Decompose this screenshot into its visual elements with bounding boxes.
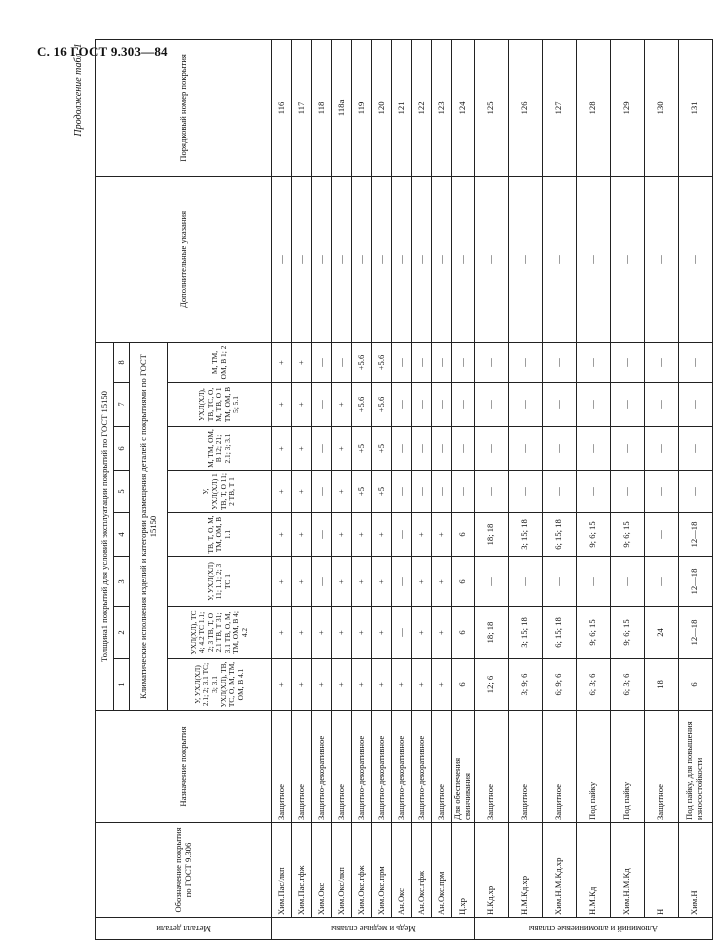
thickness-cell: — bbox=[432, 383, 452, 427]
thickness-cell: + bbox=[272, 513, 292, 557]
thickness-cell: — bbox=[392, 471, 412, 513]
thickness-cell: 12—18 bbox=[678, 607, 712, 659]
table-row bbox=[392, 39, 412, 939]
notes-cell: — bbox=[678, 177, 712, 343]
notes-cell: — bbox=[392, 177, 412, 343]
purpose-cell: Защитно-декоративное bbox=[392, 711, 412, 823]
thickness-cell: — bbox=[474, 471, 508, 513]
thickness-cell: + bbox=[392, 659, 412, 711]
thickness-cell: + bbox=[432, 513, 452, 557]
row-number-cell: 124 bbox=[452, 39, 475, 176]
thickness-cell: — bbox=[508, 427, 542, 471]
notes-cell: — bbox=[508, 177, 542, 343]
col-number-3: 3 bbox=[114, 557, 130, 607]
thickness-cell: +5.6 bbox=[372, 343, 392, 383]
thickness-cell: — bbox=[576, 471, 610, 513]
purpose-cell: Под пайку bbox=[610, 711, 644, 823]
thickness-cell: + bbox=[412, 513, 432, 557]
designation-cell: Хим.Пас.гфж bbox=[292, 823, 312, 918]
table-row bbox=[474, 39, 508, 939]
table-row bbox=[372, 39, 392, 939]
thickness-cell: — bbox=[474, 343, 508, 383]
thickness-cell: — bbox=[452, 383, 475, 427]
thickness-cell: +5 bbox=[352, 427, 372, 471]
thickness-cell: — bbox=[610, 427, 644, 471]
thickness-cell: — bbox=[412, 471, 432, 513]
col-header-designation: Обозначение покрытия по ГОСТ 9.306 bbox=[96, 823, 272, 918]
row-number-cell: 119 bbox=[352, 39, 372, 176]
thickness-cell: — bbox=[576, 383, 610, 427]
thickness-cell: — bbox=[452, 471, 475, 513]
thickness-cell: + bbox=[372, 607, 392, 659]
thickness-cell: +5.6 bbox=[372, 383, 392, 427]
row-number-cell: 125 bbox=[474, 39, 508, 176]
row-number-cell: 118 bbox=[312, 39, 332, 176]
notes-cell: — bbox=[576, 177, 610, 343]
designation-cell: Ан.Окс bbox=[392, 823, 412, 918]
thickness-cell: 6; 3; 6 bbox=[576, 659, 610, 711]
thickness-cell: + bbox=[292, 427, 312, 471]
purpose-cell: Под пайку, для повышения износостойкости bbox=[678, 711, 712, 823]
table-row bbox=[352, 39, 372, 939]
purpose-cell: Защитно-декоративное bbox=[352, 711, 372, 823]
thickness-cell: + bbox=[292, 557, 312, 607]
notes-cell: — bbox=[352, 177, 372, 343]
thickness-cell: + bbox=[432, 607, 452, 659]
thickness-cell: — bbox=[392, 607, 412, 659]
table-row bbox=[332, 39, 352, 939]
purpose-cell: Защитно-декоративное bbox=[312, 711, 332, 823]
thickness-cell: — bbox=[474, 383, 508, 427]
table-row bbox=[312, 39, 332, 939]
col-desc-2: УХЛ(ХЛ), ТС 4; 4.2 ТС 1.1; 2; 3 ТВ, Т, О 2.1 ТВ, Т 31; 3.1 ТВ, О, М, ТМ, ОМ, В 4; 4.2 bbox=[168, 607, 272, 659]
thickness-cell: + bbox=[352, 659, 372, 711]
designation-cell: Н.Кд.хр bbox=[474, 823, 508, 918]
thickness-cell: + bbox=[332, 471, 352, 513]
thickness-cell: — bbox=[542, 343, 576, 383]
thickness-cell: 6 bbox=[678, 659, 712, 711]
purpose-cell: Защитно-декоративное bbox=[372, 711, 392, 823]
thickness-cell: 12—18 bbox=[678, 513, 712, 557]
purpose-cell: Для обеспечения свинчивания bbox=[452, 711, 475, 823]
thickness-cell: 24 bbox=[644, 607, 678, 659]
thickness-cell: — bbox=[312, 471, 332, 513]
purpose-cell: Под пайку bbox=[576, 711, 610, 823]
designation-cell: Хим.Окс.прм bbox=[372, 823, 392, 918]
thickness-cell: + bbox=[352, 557, 372, 607]
thickness-cell: — bbox=[644, 471, 678, 513]
thickness-cell: + bbox=[352, 607, 372, 659]
thickness-cell: — bbox=[312, 343, 332, 383]
row-number-cell: 129 bbox=[610, 39, 644, 176]
thickness-cell: + bbox=[312, 659, 332, 711]
thickness-cell: — bbox=[644, 557, 678, 607]
purpose-cell: Защитное bbox=[644, 711, 678, 823]
thickness-cell: — bbox=[452, 343, 475, 383]
thickness-cell: — bbox=[332, 343, 352, 383]
thickness-cell: + bbox=[292, 471, 312, 513]
designation-cell: Хим.Окс bbox=[312, 823, 332, 918]
col-desc-7: УХЛ(ХЛ), ТВ, ТС, О, М, ТВ, О 1 ТМ, ОМ, В 5; 5.1 bbox=[168, 383, 272, 427]
col-number-8: 8 bbox=[114, 343, 130, 383]
thickness-cell: 6 bbox=[452, 607, 475, 659]
thickness-cell: — bbox=[392, 427, 412, 471]
thickness-cell: 6; 9; 6 bbox=[542, 659, 576, 711]
col-number-6: 6 bbox=[114, 427, 130, 471]
thickness-cell: + bbox=[372, 659, 392, 711]
notes-cell: — bbox=[292, 177, 312, 343]
row-number-cell: 121 bbox=[392, 39, 412, 176]
purpose-cell: Защитное bbox=[432, 711, 452, 823]
notes-cell: — bbox=[610, 177, 644, 343]
thickness-cell: 9; 6; 15 bbox=[610, 513, 644, 557]
table-row bbox=[272, 39, 292, 939]
metal-group-label: Алюминий и алюминиевые сплавы bbox=[474, 918, 712, 940]
table-row bbox=[412, 39, 432, 939]
thickness-cell: 9; 6; 15 bbox=[576, 607, 610, 659]
row-number-cell: 126 bbox=[508, 39, 542, 176]
notes-cell: — bbox=[542, 177, 576, 343]
col-number-1: 1 bbox=[114, 659, 130, 711]
notes-cell: — bbox=[474, 177, 508, 343]
col-header-purpose: Назначение покрытия bbox=[96, 711, 272, 823]
thickness-cell: 9; 6; 15 bbox=[610, 607, 644, 659]
thickness-cell: + bbox=[272, 343, 292, 383]
col-header-thickness-group: Толщина1 покрытий для условий эксплуатации покрытий по ГОСТ 15150 bbox=[96, 343, 114, 711]
col-desc-5: У, УХЛ(ХЛ) 1 ТВ, Т, О 11; 2 ТВ, Т 1 bbox=[168, 471, 272, 513]
thickness-cell: — bbox=[678, 427, 712, 471]
thickness-cell: 6; 15; 18 bbox=[542, 513, 576, 557]
designation-cell: Н bbox=[644, 823, 678, 918]
table-row bbox=[576, 39, 610, 939]
row-number-cell: 118а bbox=[332, 39, 352, 176]
thickness-cell: +5.6 bbox=[352, 343, 372, 383]
thickness-cell: — bbox=[392, 557, 412, 607]
table-row bbox=[542, 39, 576, 939]
row-number-cell: 128 bbox=[576, 39, 610, 176]
thickness-cell: — bbox=[678, 383, 712, 427]
thickness-cell: — bbox=[610, 343, 644, 383]
row-number-cell: 131 bbox=[678, 39, 712, 176]
purpose-cell: Защитное bbox=[292, 711, 312, 823]
thickness-cell: + bbox=[352, 513, 372, 557]
purpose-cell: Защитное bbox=[272, 711, 292, 823]
thickness-cell: + bbox=[292, 343, 312, 383]
thickness-cell: — bbox=[508, 383, 542, 427]
thickness-cell: + bbox=[292, 607, 312, 659]
thickness-cell: +5 bbox=[372, 427, 392, 471]
thickness-cell: + bbox=[332, 383, 352, 427]
row-number-cell: 116 bbox=[272, 39, 292, 176]
designation-cell: Хим.Н bbox=[678, 823, 712, 918]
thickness-cell: — bbox=[474, 557, 508, 607]
thickness-cell: — bbox=[576, 427, 610, 471]
col-desc-1: У, УХЛ(ХЛ) 2.1; 2; 3.1 ТС; 3; 3.1 УХЛ(ХЛ), ТВ, ТС, О, М, ТМ, ОМ, В 4.1 bbox=[168, 659, 272, 711]
col-header-metal: Металл детали bbox=[96, 918, 272, 940]
thickness-cell: 18 bbox=[644, 659, 678, 711]
thickness-cell: 3; 15; 18 bbox=[508, 513, 542, 557]
thickness-cell: — bbox=[412, 343, 432, 383]
thickness-cell: 12; 6 bbox=[474, 659, 508, 711]
thickness-cell: 6; 15; 18 bbox=[542, 607, 576, 659]
thickness-cell: — bbox=[610, 557, 644, 607]
purpose-cell: Защитное bbox=[474, 711, 508, 823]
thickness-cell: — bbox=[678, 343, 712, 383]
thickness-cell: + bbox=[432, 557, 452, 607]
thickness-cell: + bbox=[312, 607, 332, 659]
col-header-climatic-group: Климатические исполнения изделий и категории размещения деталей с покрытиями по ГОСТ 15150 bbox=[130, 343, 168, 711]
thickness-cell: — bbox=[392, 383, 412, 427]
purpose-cell: Защитное bbox=[508, 711, 542, 823]
thickness-cell: — bbox=[312, 383, 332, 427]
thickness-cell: 9; 6; 15 bbox=[576, 513, 610, 557]
col-number-5: 5 bbox=[114, 471, 130, 513]
thickness-cell: — bbox=[576, 557, 610, 607]
coatings-table bbox=[72, 39, 713, 940]
table-row bbox=[508, 39, 542, 939]
thickness-cell: + bbox=[432, 659, 452, 711]
page-header: С. 16 ГОСТ 9.303—84 bbox=[37, 44, 168, 59]
thickness-cell: — bbox=[610, 383, 644, 427]
row-number-cell: 117 bbox=[292, 39, 312, 176]
thickness-cell: 3; 15; 18 bbox=[508, 607, 542, 659]
thickness-cell: — bbox=[412, 427, 432, 471]
thickness-cell: — bbox=[312, 513, 332, 557]
table-row bbox=[610, 39, 644, 939]
row-number-cell: 130 bbox=[644, 39, 678, 176]
thickness-cell: 6 bbox=[452, 557, 475, 607]
thickness-cell: 6 bbox=[452, 659, 475, 711]
designation-cell: Ан.Окс.гфж bbox=[412, 823, 432, 918]
thickness-cell: + bbox=[332, 659, 352, 711]
designation-cell: Хим.Н.М.Кд.хр bbox=[542, 823, 576, 918]
designation-cell: Хим.Окс/лкп bbox=[332, 823, 352, 918]
thickness-cell: + bbox=[372, 557, 392, 607]
notes-cell: — bbox=[332, 177, 352, 343]
purpose-cell: Защитно-декоративное bbox=[412, 711, 432, 823]
designation-cell: Ц.хр bbox=[452, 823, 475, 918]
thickness-cell: — bbox=[610, 471, 644, 513]
thickness-cell: + bbox=[292, 383, 312, 427]
thickness-cell: — bbox=[644, 383, 678, 427]
row-number-cell: 120 bbox=[372, 39, 392, 176]
thickness-cell: 18; 18 bbox=[474, 513, 508, 557]
thickness-cell: — bbox=[542, 427, 576, 471]
thickness-cell: + bbox=[272, 557, 292, 607]
thickness-cell: — bbox=[392, 343, 412, 383]
thickness-cell: — bbox=[542, 557, 576, 607]
notes-cell: — bbox=[312, 177, 332, 343]
col-header-row-no: Порядковый номер покрытия bbox=[96, 39, 272, 176]
thickness-cell: — bbox=[412, 383, 432, 427]
table-row bbox=[678, 39, 712, 939]
col-header-notes: Дополнительные указания bbox=[96, 177, 272, 343]
thickness-cell: + bbox=[272, 607, 292, 659]
col-number-7: 7 bbox=[114, 383, 130, 427]
col-desc-3: У, УХЛ(ХЛ) 11; 1.1; 2; 3 ТС 1 bbox=[168, 557, 272, 607]
thickness-cell: — bbox=[312, 427, 332, 471]
thickness-cell: + bbox=[272, 659, 292, 711]
designation-cell: Хим.Н.М.Кд bbox=[610, 823, 644, 918]
row-number-cell: 127 bbox=[542, 39, 576, 176]
thickness-cell: — bbox=[474, 427, 508, 471]
thickness-cell: — bbox=[508, 343, 542, 383]
thickness-cell: — bbox=[452, 427, 475, 471]
thickness-cell: — bbox=[508, 557, 542, 607]
col-number-2: 2 bbox=[114, 607, 130, 659]
thickness-cell: + bbox=[412, 557, 432, 607]
thickness-cell: — bbox=[392, 513, 412, 557]
thickness-cell: — bbox=[542, 471, 576, 513]
thickness-cell: + bbox=[412, 659, 432, 711]
notes-cell: — bbox=[452, 177, 475, 343]
purpose-cell: Защитное bbox=[332, 711, 352, 823]
thickness-cell: — bbox=[432, 471, 452, 513]
metal-group-label: Медь и медные сплавы bbox=[272, 918, 475, 940]
table-row bbox=[432, 39, 452, 939]
thickness-cell: — bbox=[678, 471, 712, 513]
col-desc-6: М, ТМ, ОМ, В 12; 21; 2.1; 3; 3.1 bbox=[168, 427, 272, 471]
notes-cell: — bbox=[372, 177, 392, 343]
thickness-cell: +5 bbox=[352, 471, 372, 513]
thickness-cell: + bbox=[272, 383, 292, 427]
table-caption: Продолжение табл. 1 bbox=[73, 43, 84, 137]
thickness-cell: +5.6 bbox=[352, 383, 372, 427]
thickness-cell: — bbox=[508, 471, 542, 513]
thickness-cell: + bbox=[272, 471, 292, 513]
thickness-cell: 6 bbox=[452, 513, 475, 557]
notes-cell: — bbox=[644, 177, 678, 343]
notes-cell: — bbox=[412, 177, 432, 343]
thickness-cell: + bbox=[332, 607, 352, 659]
table-row bbox=[292, 39, 312, 939]
thickness-cell: 3; 9; 6 bbox=[508, 659, 542, 711]
thickness-cell: — bbox=[312, 557, 332, 607]
thickness-cell: + bbox=[412, 607, 432, 659]
row-number-cell: 122 bbox=[412, 39, 432, 176]
table-row bbox=[644, 39, 678, 939]
thickness-cell: — bbox=[644, 427, 678, 471]
thickness-cell: + bbox=[332, 427, 352, 471]
thickness-cell: + bbox=[332, 557, 352, 607]
table-row bbox=[452, 39, 475, 939]
thickness-cell: — bbox=[644, 513, 678, 557]
row-number-cell: 123 bbox=[432, 39, 452, 176]
thickness-cell: + bbox=[292, 513, 312, 557]
thickness-cell: 6; 3; 6 bbox=[610, 659, 644, 711]
thickness-cell: — bbox=[576, 343, 610, 383]
thickness-cell: + bbox=[292, 659, 312, 711]
thickness-cell: 12—18 bbox=[678, 557, 712, 607]
designation-cell: Хим.Пас/лкп bbox=[272, 823, 292, 918]
notes-cell: — bbox=[432, 177, 452, 343]
col-desc-8: М, ТМ, ОМ, В 1; 2 bbox=[168, 343, 272, 383]
designation-cell: Н.М.Кд.хр bbox=[508, 823, 542, 918]
thickness-cell: + bbox=[332, 513, 352, 557]
thickness-cell: — bbox=[542, 383, 576, 427]
designation-cell: Н.М.Кд bbox=[576, 823, 610, 918]
designation-cell: Ан.Окс.прм bbox=[432, 823, 452, 918]
col-number-4: 4 bbox=[114, 513, 130, 557]
thickness-cell: 18; 18 bbox=[474, 607, 508, 659]
thickness-cell: — bbox=[432, 343, 452, 383]
thickness-cell: +5 bbox=[372, 471, 392, 513]
notes-cell: — bbox=[272, 177, 292, 343]
col-desc-4: ТВ, Т, О, М, ТМ, ОМ, В 1.1 bbox=[168, 513, 272, 557]
purpose-cell: Защитное bbox=[542, 711, 576, 823]
thickness-cell: — bbox=[644, 343, 678, 383]
thickness-cell: + bbox=[372, 513, 392, 557]
designation-cell: Хим.Окс.гфж bbox=[352, 823, 372, 918]
thickness-cell: + bbox=[272, 427, 292, 471]
thickness-cell: — bbox=[432, 427, 452, 471]
